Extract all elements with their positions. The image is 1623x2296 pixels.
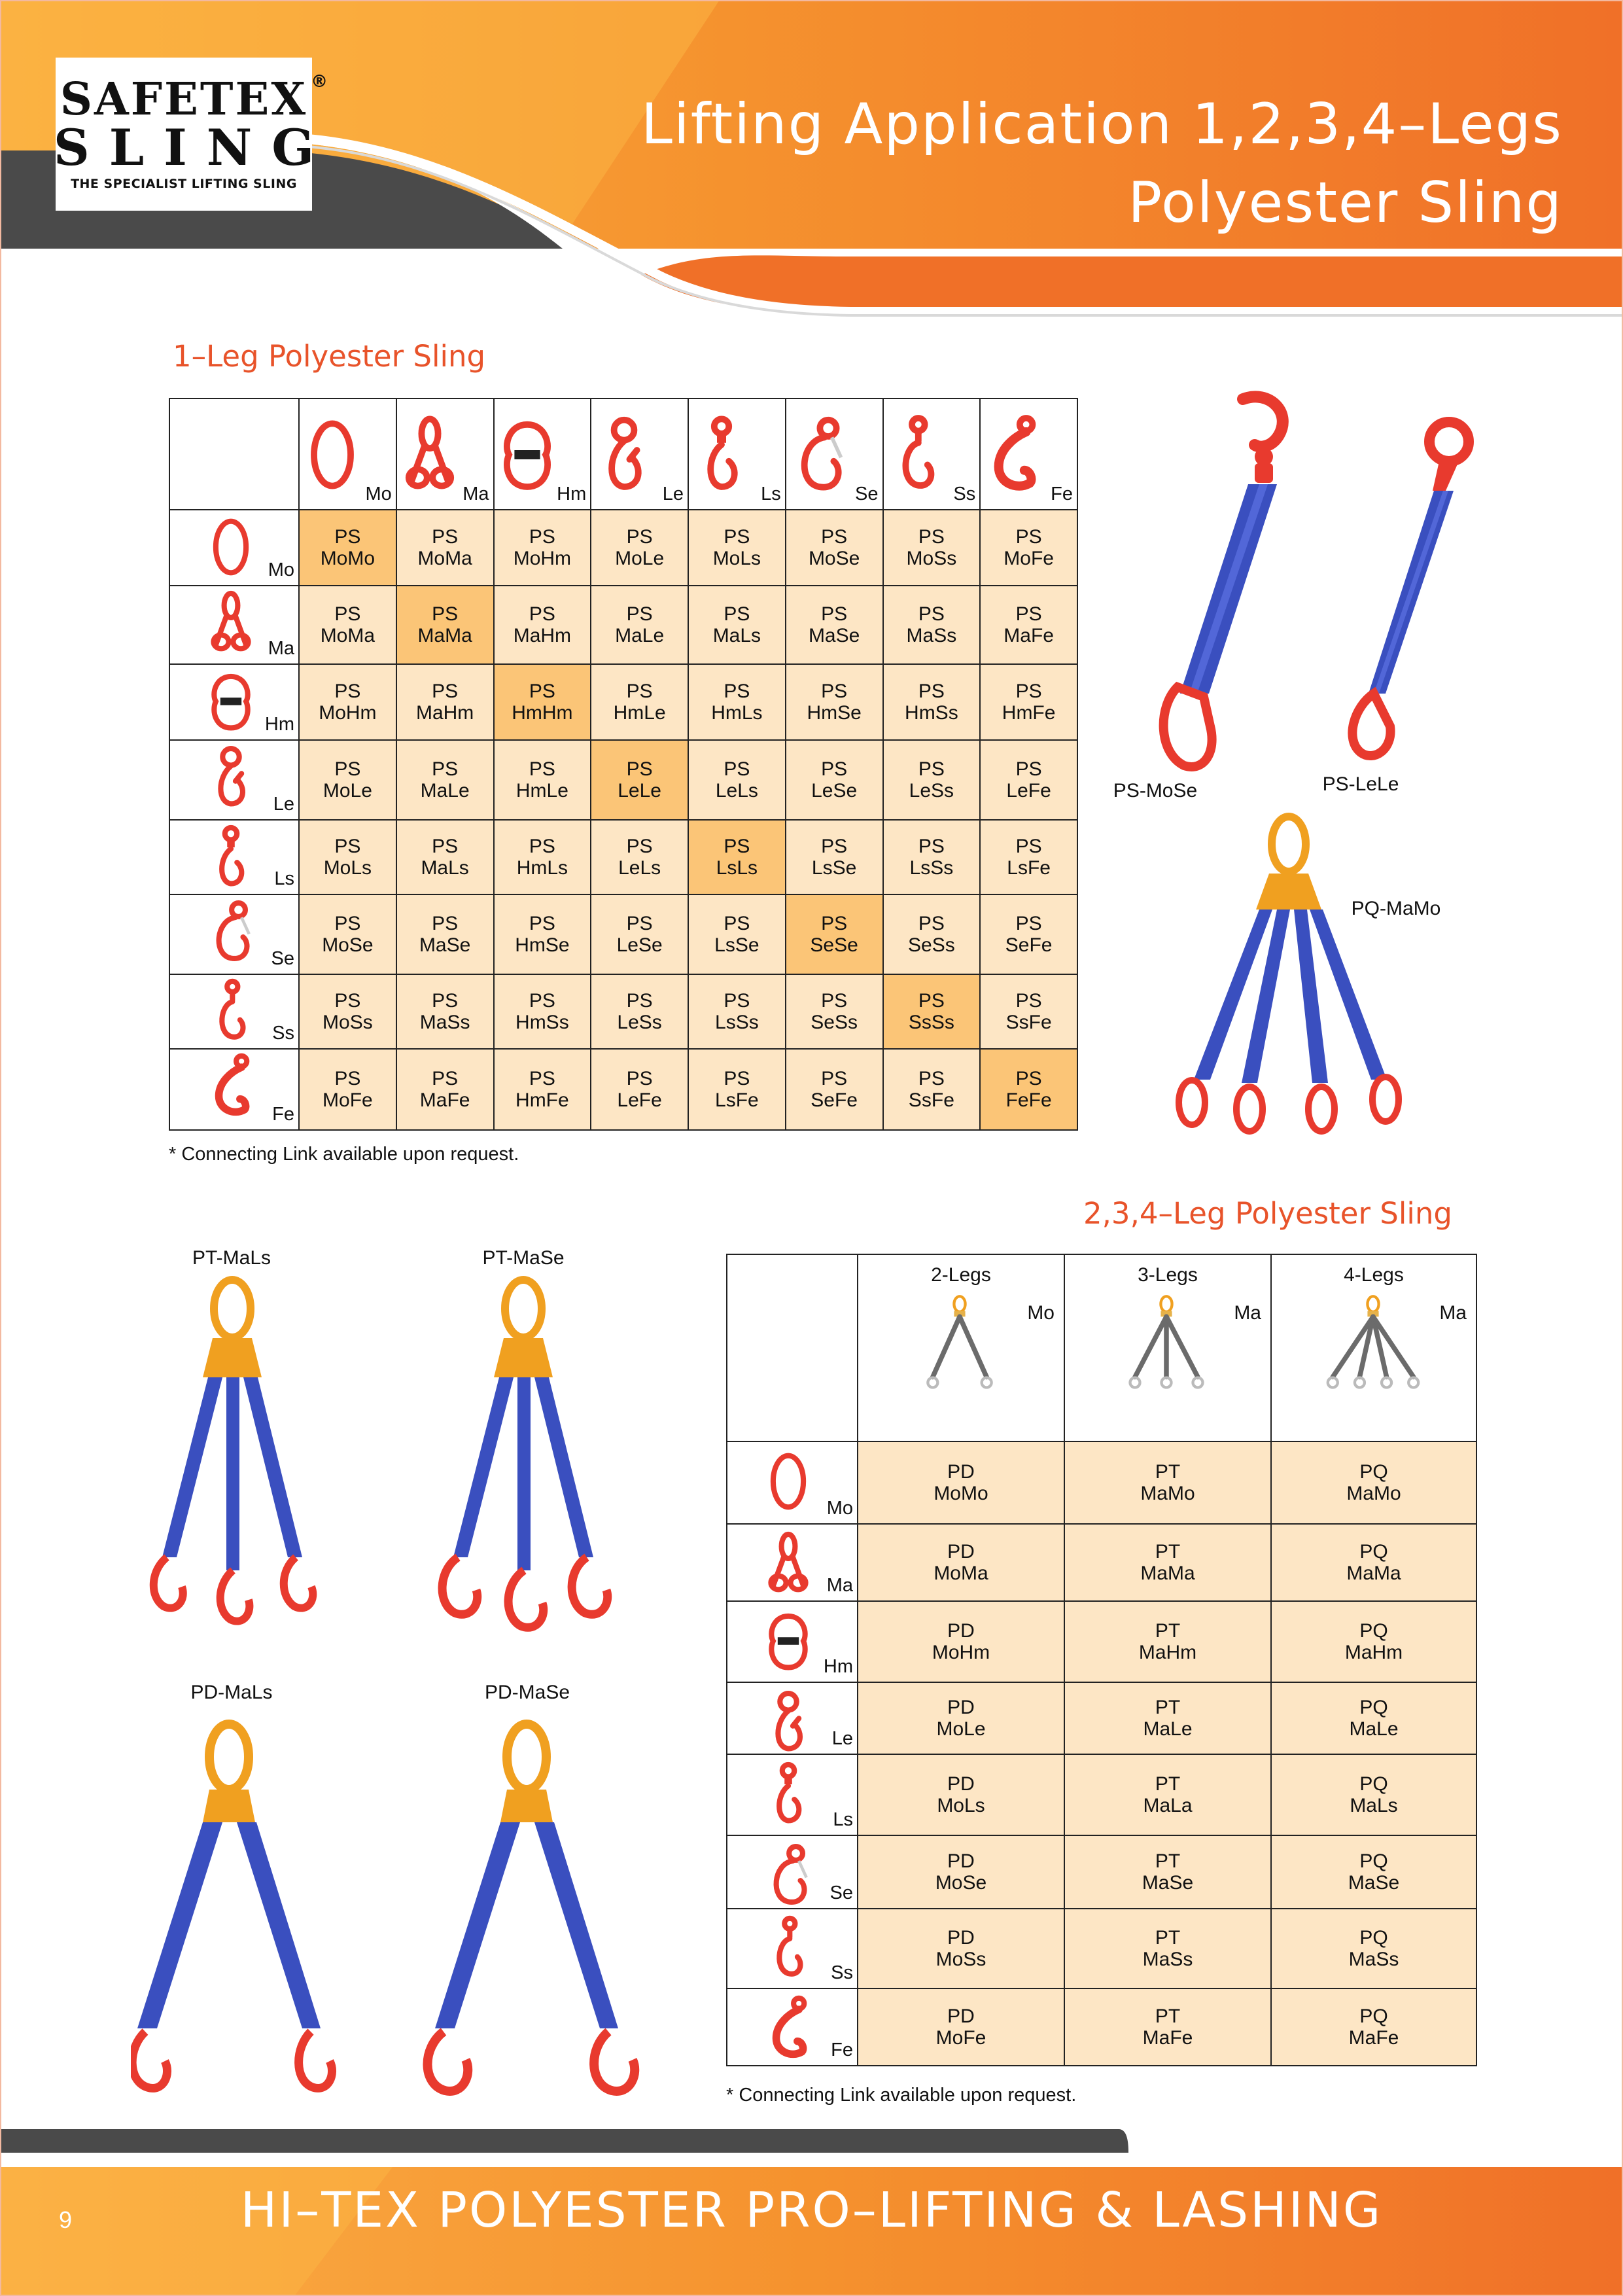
- one-leg-note: * Connecting Link available upon request.: [169, 1144, 519, 1165]
- foundry-hook-icon: [986, 414, 1041, 501]
- sling-code-cell: [858, 1601, 1064, 1682]
- sling-code: PS MaSs: [906, 603, 957, 646]
- sling-code: PS SeFe: [1005, 913, 1053, 956]
- col-header-code: Hm: [557, 484, 587, 504]
- sling-code: PD MoLs: [937, 1773, 985, 1816]
- sling-code-cell: [980, 1049, 1077, 1130]
- company-logo: [53, 58, 334, 211]
- sling-code-cell: [299, 894, 396, 974]
- sling-code: PS MaSe: [419, 913, 471, 956]
- sling-code-cell: [858, 1682, 1064, 1754]
- sling-code-cell: [688, 820, 786, 894]
- sling-code: PQ MaFe: [1348, 2005, 1399, 2049]
- sling-code-cell: [883, 1049, 981, 1130]
- sling-code: PS HmFe: [515, 1068, 569, 1111]
- swivel-sling-hook-icon: [208, 978, 254, 1050]
- sling-code: PS LeSs: [909, 758, 954, 802]
- sling-code-cell: [883, 586, 981, 664]
- sling-code-cell: [688, 894, 786, 974]
- sling-code-cell: [1271, 1601, 1476, 1682]
- sling-code: PS MoLe: [323, 758, 372, 802]
- legs-count-label: 3-Legs: [1138, 1264, 1198, 1286]
- sling-code-cell: [299, 974, 396, 1049]
- sling-code-cell: [883, 740, 981, 820]
- sling-code: PS MaHm: [513, 603, 572, 646]
- sling-code: PS MaFe: [419, 1068, 470, 1111]
- logo-product-name: SLING: [53, 118, 334, 177]
- col-header-code: Ls: [761, 484, 781, 504]
- logo-tagline: THE SPECIALIST LIFTING SLING: [71, 176, 297, 191]
- sling-code-cell: [786, 974, 883, 1049]
- multi-leg-chain-icon: [911, 1294, 1009, 1397]
- sling-code: PQ MaMa: [1346, 1541, 1401, 1584]
- sling-code: PS HmLe: [515, 758, 568, 802]
- sling-code-cell: [494, 740, 591, 820]
- registered-mark: ®: [311, 72, 330, 92]
- row-header-ma: [727, 1524, 858, 1601]
- sling-code-cell: [980, 820, 1077, 894]
- row-header-le: [727, 1682, 858, 1754]
- sling-code-cell: [858, 1754, 1064, 1835]
- sling-code: PS SeSs: [908, 913, 955, 956]
- sling-code: PD MoMa: [934, 1541, 988, 1584]
- sling-code-cell: [591, 894, 688, 974]
- sling-code-cell: [688, 664, 786, 740]
- row-header-hm: [727, 1601, 858, 1682]
- sling-code-cell: [1064, 1682, 1271, 1754]
- pd-mase-label: PD-MaSe: [484, 1682, 570, 1703]
- swivel-sling-hook-icon: [765, 1915, 811, 1987]
- sling-code: PT MaSe: [1142, 1850, 1194, 1894]
- sling-code: PS MoMo: [320, 526, 375, 569]
- sling-code: PS MoLe: [615, 526, 665, 569]
- multi-leg-corner-cell: [727, 1254, 858, 1441]
- sling-code-cell: [396, 894, 494, 974]
- sling-code: PS MaLs: [421, 836, 469, 879]
- row-header-ls: [169, 820, 299, 894]
- sling-code: PT MaMo: [1140, 1461, 1195, 1504]
- sling-code-cell: [1271, 1524, 1476, 1601]
- pt-mase-sling-image: [442, 1280, 608, 1627]
- sling-code: PS MaHm: [415, 680, 474, 724]
- sling-code: PD MoFe: [935, 2005, 986, 2049]
- sling-code-cell: [1064, 1601, 1271, 1682]
- col-header-legs: [1271, 1254, 1476, 1441]
- logo-brand-name: SAFETEX: [60, 73, 308, 126]
- one-leg-section-title: 1–Leg Polyester Sling: [173, 339, 486, 374]
- sling-code-cell: [980, 894, 1077, 974]
- sling-code-cell: [299, 586, 396, 664]
- sling-code-cell: [1271, 1682, 1476, 1754]
- sling-code-cell: [494, 1049, 591, 1130]
- sling-code: PS MoLs: [323, 836, 372, 879]
- sling-code-cell: [1271, 1754, 1476, 1835]
- sling-code: PS LeSe: [811, 758, 858, 802]
- master-assembly-link-icon: [208, 589, 254, 662]
- sling-code: PS HmSe: [515, 913, 570, 956]
- page-title: [641, 85, 1563, 242]
- sling-code-cell: [396, 664, 494, 740]
- sling-code: PS HmHm: [512, 680, 573, 724]
- pd-mals-sling-image: [132, 1724, 332, 2088]
- foundry-hook-icon: [765, 1994, 811, 2067]
- sling-code-cell: [883, 510, 981, 586]
- ps-lele-label: PS-LeLe: [1322, 773, 1399, 795]
- row-header-code: Le: [831, 1728, 853, 1749]
- master-assembly-link-icon: [402, 414, 457, 501]
- sling-code: PS LsSe: [811, 836, 857, 879]
- sling-code: PS MoSe: [808, 526, 860, 569]
- sling-code: PS LsSs: [909, 836, 954, 879]
- sling-code-cell: [396, 510, 494, 586]
- sling-code-cell: [858, 1909, 1064, 1988]
- row-header-ss: [169, 974, 299, 1049]
- row-header-code: Ls: [274, 868, 294, 889]
- row-header-fe: [169, 1049, 299, 1130]
- sling-code-cell: [688, 586, 786, 664]
- footer-title: HI–TEX POLYESTER PRO–LIFTING & LASHING: [240, 2182, 1383, 2238]
- sling-code: PS MoMa: [320, 603, 375, 646]
- sling-code-cell: [980, 586, 1077, 664]
- col-header-code: Le: [662, 484, 684, 504]
- sling-code: PS LeLs: [715, 758, 758, 802]
- sling-code: PS MoSs: [906, 526, 957, 569]
- sling-code-cell: [980, 664, 1077, 740]
- sling-code-cell: [1271, 1988, 1476, 2066]
- multi-leg-chain-icon: [1117, 1294, 1215, 1397]
- row-header-ls: [727, 1754, 858, 1835]
- self-locking-hook-icon: [208, 743, 254, 816]
- ps-lele-sling-image: [1352, 422, 1469, 756]
- row-header-code: Ma: [268, 638, 294, 659]
- row-header-fe: [727, 1988, 858, 2066]
- sling-code-cell: [299, 1049, 396, 1130]
- legs-master-code: Ma: [1234, 1302, 1261, 1324]
- sling-code-cell: [1064, 1524, 1271, 1601]
- sling-code: PS SsFe: [908, 1068, 954, 1111]
- sling-code-cell: [858, 1835, 1064, 1909]
- row-header-code: Mo: [826, 1498, 853, 1519]
- sling-code: PS HmSe: [807, 680, 862, 724]
- sling-code-cell: [688, 1049, 786, 1130]
- sling-code-cell: [396, 974, 494, 1049]
- sling-code-cell: [494, 974, 591, 1049]
- sling-code-cell: [591, 664, 688, 740]
- sling-code-cell: [1064, 1909, 1271, 1988]
- sling-code: PS LeSe: [616, 913, 663, 956]
- sling-code-cell: [299, 510, 396, 586]
- sling-code-cell: [688, 510, 786, 586]
- sling-code: PT MaLe: [1143, 1697, 1193, 1740]
- sling-code: PS MoFe: [323, 1068, 373, 1111]
- sling-code-cell: [688, 740, 786, 820]
- sling-code: PT MaFe: [1142, 2005, 1193, 2049]
- col-header-mo: [299, 398, 396, 510]
- sling-code-cell: [980, 740, 1077, 820]
- swivel-sling-hook-icon: [889, 414, 944, 501]
- sling-code-cell: [786, 820, 883, 894]
- sling-code-cell: [688, 974, 786, 1049]
- sling-code: PS LeSs: [617, 990, 662, 1033]
- pd-mals-label: PD-MaLs: [190, 1682, 273, 1703]
- sling-code: PS LsFe: [1007, 836, 1051, 879]
- sling-code-cell: [1271, 1835, 1476, 1909]
- row-header-code: Hm: [264, 714, 294, 735]
- sling-code-cell: [980, 510, 1077, 586]
- sling-code: PS MaLe: [615, 603, 665, 646]
- sling-code-cell: [299, 820, 396, 894]
- master-oblong-link-icon: [765, 1447, 811, 1520]
- sling-code: PS MaMa: [417, 603, 472, 646]
- page-title-line1: Lifting Application 1,2,3,4–Legs: [640, 92, 1563, 157]
- sling-code: PQ MaLe: [1349, 1697, 1399, 1740]
- master-oblong-link-icon: [208, 513, 254, 586]
- col-header-code: Ma: [462, 484, 489, 504]
- ps-mose-label: PS-MoSe: [1113, 780, 1198, 802]
- sling-code: PS MaSs: [419, 990, 470, 1033]
- sling-code-cell: [591, 586, 688, 664]
- sling-code: PD MoLe: [936, 1697, 986, 1740]
- sling-code: PS LsFe: [715, 1068, 759, 1111]
- sling-code: PS HmFe: [1002, 680, 1056, 724]
- pt-mals-sling-image: [154, 1280, 313, 1621]
- col-header-code: Mo: [365, 484, 392, 504]
- sling-code-cell: [858, 1441, 1064, 1524]
- sling-code: PS FeFe: [1005, 1068, 1052, 1111]
- row-header-se: [169, 894, 299, 974]
- sling-code-cell: [1064, 1441, 1271, 1524]
- sling-code: PS HmSs: [515, 990, 569, 1033]
- hammerlock-icon: [208, 667, 254, 740]
- sling-code: PS SsSs: [908, 990, 954, 1033]
- swivel-self-locking-hook-icon: [208, 823, 254, 896]
- sling-code-cell: [1271, 1909, 1476, 1988]
- col-header-code: Fe: [1051, 484, 1073, 504]
- sling-code-cell: [858, 1988, 1064, 2066]
- sling-code-cell: [786, 510, 883, 586]
- sling-code-cell: [1064, 1988, 1271, 2066]
- sling-code: PD MoSe: [935, 1850, 987, 1894]
- sling-code: PS LsSs: [715, 990, 759, 1033]
- row-header-mo: [727, 1441, 858, 1524]
- sling-code-cell: [858, 1524, 1064, 1601]
- ps-mose-sling-image: [1164, 397, 1283, 767]
- sling-code-cell: [786, 894, 883, 974]
- pq-mamo-label: PQ-MaMo: [1351, 898, 1441, 919]
- sling-code: PS MoMa: [417, 526, 472, 569]
- sling-code: PS HmLs: [516, 836, 568, 879]
- sling-code-cell: [883, 664, 981, 740]
- single-leg-sling-illustrations: [1112, 386, 1518, 1158]
- sling-code-cell: [494, 894, 591, 974]
- sling-code-cell: [883, 894, 981, 974]
- sling-code: PD MoMo: [934, 1461, 988, 1504]
- swivel-self-locking-hook-icon: [765, 1760, 811, 1833]
- sling-code: PS MoLs: [712, 526, 761, 569]
- sling-code: PS SeSs: [811, 990, 858, 1033]
- row-header-code: Fe: [831, 2040, 853, 2060]
- row-header-code: Mo: [268, 559, 294, 580]
- sling-code-cell: [396, 820, 494, 894]
- sling-code-cell: [980, 974, 1077, 1049]
- sling-code: PT MaLa: [1143, 1773, 1193, 1816]
- legs-count-label: 2-Legs: [931, 1264, 991, 1286]
- sling-code: PS HmSs: [905, 680, 958, 724]
- multi-leg-note: * Connecting Link available upon request.: [726, 2085, 1077, 2106]
- sling-code-cell: [1064, 1835, 1271, 1909]
- col-header-ls: [688, 398, 786, 510]
- sling-code: PS MoFe: [1003, 526, 1054, 569]
- row-header-mo: [169, 510, 299, 586]
- row-header-hm: [169, 664, 299, 740]
- pt-mals-label: PT-MaLs: [192, 1247, 271, 1269]
- foundry-hook-icon: [208, 1052, 254, 1125]
- sling-code: PS MaSe: [808, 603, 860, 646]
- col-header-legs: [858, 1254, 1064, 1441]
- sling-code-cell: [494, 586, 591, 664]
- sling-code: PS LsSe: [714, 913, 759, 956]
- sling-code: PS HmLe: [613, 680, 666, 724]
- sling-code-cell: [1271, 1441, 1476, 1524]
- hammerlock-icon: [500, 414, 555, 501]
- sling-code: PS MoSs: [323, 990, 373, 1033]
- sling-code-cell: [591, 974, 688, 1049]
- sling-code-cell: [494, 510, 591, 586]
- row-header-code: Ls: [833, 1809, 853, 1830]
- sling-code-cell: [883, 820, 981, 894]
- row-header-code: Hm: [823, 1656, 853, 1677]
- sling-code: PS MaFe: [1003, 603, 1054, 646]
- row-header-code: Fe: [272, 1104, 294, 1125]
- sling-code: PD MoSs: [935, 1927, 986, 1970]
- sling-code: PQ MaHm: [1344, 1620, 1403, 1663]
- col-header-ss: [883, 398, 981, 510]
- sling-code: PS MaLs: [712, 603, 761, 646]
- row-header-code: Se: [271, 948, 294, 969]
- sling-code-cell: [396, 1049, 494, 1130]
- page-title-line2: Polyester Sling: [1128, 170, 1563, 236]
- hammerlock-icon: [765, 1607, 811, 1680]
- sling-code: PS MoHm: [513, 526, 572, 569]
- row-header-code: Ma: [826, 1575, 853, 1596]
- multi-leg-sling-illustrations: [131, 1269, 667, 2107]
- sling-code: PT MaMa: [1140, 1541, 1195, 1584]
- multi-leg-section-title: 2,3,4–Leg Polyester Sling: [1083, 1196, 1452, 1231]
- sling-code: PS LeLe: [618, 758, 661, 802]
- eye-sling-hook-icon: [208, 898, 254, 970]
- sling-code: PS LeFe: [1006, 758, 1051, 802]
- sling-code-cell: [1064, 1754, 1271, 1835]
- row-header-code: Le: [273, 794, 294, 815]
- col-header-ma: [396, 398, 494, 510]
- row-header-code: Ss: [831, 1962, 853, 1983]
- sling-code-cell: [396, 586, 494, 664]
- sling-code: PT MaSs: [1142, 1927, 1193, 1970]
- row-header-se: [727, 1835, 858, 1909]
- sling-code-cell: [786, 740, 883, 820]
- master-oblong-link-icon: [305, 414, 360, 501]
- master-assembly-link-icon: [765, 1530, 811, 1602]
- sling-code: PS LeLs: [618, 836, 661, 879]
- sling-code-cell: [494, 664, 591, 740]
- sling-code: PS LeFe: [617, 1068, 662, 1111]
- sling-code: PT MaHm: [1138, 1620, 1197, 1663]
- sling-code-cell: [299, 740, 396, 820]
- sling-code: PS MoHm: [319, 680, 377, 724]
- col-header-code: Se: [855, 484, 879, 504]
- sling-code: PS MaLe: [420, 758, 470, 802]
- legs-master-code: Ma: [1439, 1302, 1467, 1324]
- self-locking-hook-icon: [765, 1688, 811, 1761]
- page-number: 9: [59, 2206, 73, 2233]
- col-header-legs: [1064, 1254, 1271, 1441]
- sling-code-cell: [591, 740, 688, 820]
- one-leg-table: [169, 398, 1078, 1131]
- multi-leg-table: [726, 1254, 1477, 2066]
- sling-code-cell: [494, 820, 591, 894]
- sling-code: PS MoSe: [322, 913, 374, 956]
- pt-mase-label: PT-MaSe: [482, 1247, 565, 1269]
- self-locking-hook-icon: [597, 414, 652, 501]
- sling-code-cell: [786, 586, 883, 664]
- sling-code: PQ MaSe: [1348, 1850, 1400, 1894]
- sling-code-cell: [786, 1049, 883, 1130]
- col-header-code: Ss: [953, 484, 976, 504]
- sling-code: PQ MaSs: [1348, 1927, 1399, 1970]
- multi-leg-chain-icon: [1324, 1294, 1422, 1397]
- pq-mamo-sling-image: [1179, 817, 1399, 1131]
- row-header-le: [169, 740, 299, 820]
- sling-code-cell: [591, 820, 688, 894]
- sling-code-cell: [396, 740, 494, 820]
- pd-mase-sling-image: [427, 1724, 635, 2091]
- sling-code: PS SsFe: [1005, 990, 1052, 1033]
- sling-code: PS HmLs: [711, 680, 763, 724]
- row-header-code: Se: [829, 1882, 853, 1903]
- legs-count-label: 4-Legs: [1344, 1264, 1404, 1286]
- sling-code-cell: [786, 664, 883, 740]
- one-leg-corner-cell: [169, 398, 299, 510]
- sling-code: PS LsLs: [716, 836, 758, 879]
- row-header-ma: [169, 586, 299, 664]
- sling-code: PQ MaMo: [1346, 1461, 1401, 1504]
- row-header-ss: [727, 1909, 858, 1988]
- sling-code: PS SeSe: [810, 913, 858, 956]
- col-header-fe: [980, 398, 1077, 510]
- swivel-self-locking-hook-icon: [694, 414, 749, 501]
- row-header-code: Ss: [272, 1023, 294, 1044]
- col-header-se: [786, 398, 883, 510]
- sling-code: PS SeFe: [811, 1068, 858, 1111]
- sling-code-cell: [591, 510, 688, 586]
- sling-code: PQ MaLs: [1350, 1773, 1398, 1816]
- sling-code: PD MoHm: [932, 1620, 990, 1663]
- sling-code-cell: [299, 664, 396, 740]
- sling-code-cell: [883, 974, 981, 1049]
- eye-sling-hook-icon: [765, 1841, 811, 1914]
- col-header-le: [591, 398, 688, 510]
- sling-code-cell: [591, 1049, 688, 1130]
- eye-sling-hook-icon: [792, 414, 846, 501]
- col-header-hm: [494, 398, 591, 510]
- legs-master-code: Mo: [1027, 1302, 1055, 1324]
